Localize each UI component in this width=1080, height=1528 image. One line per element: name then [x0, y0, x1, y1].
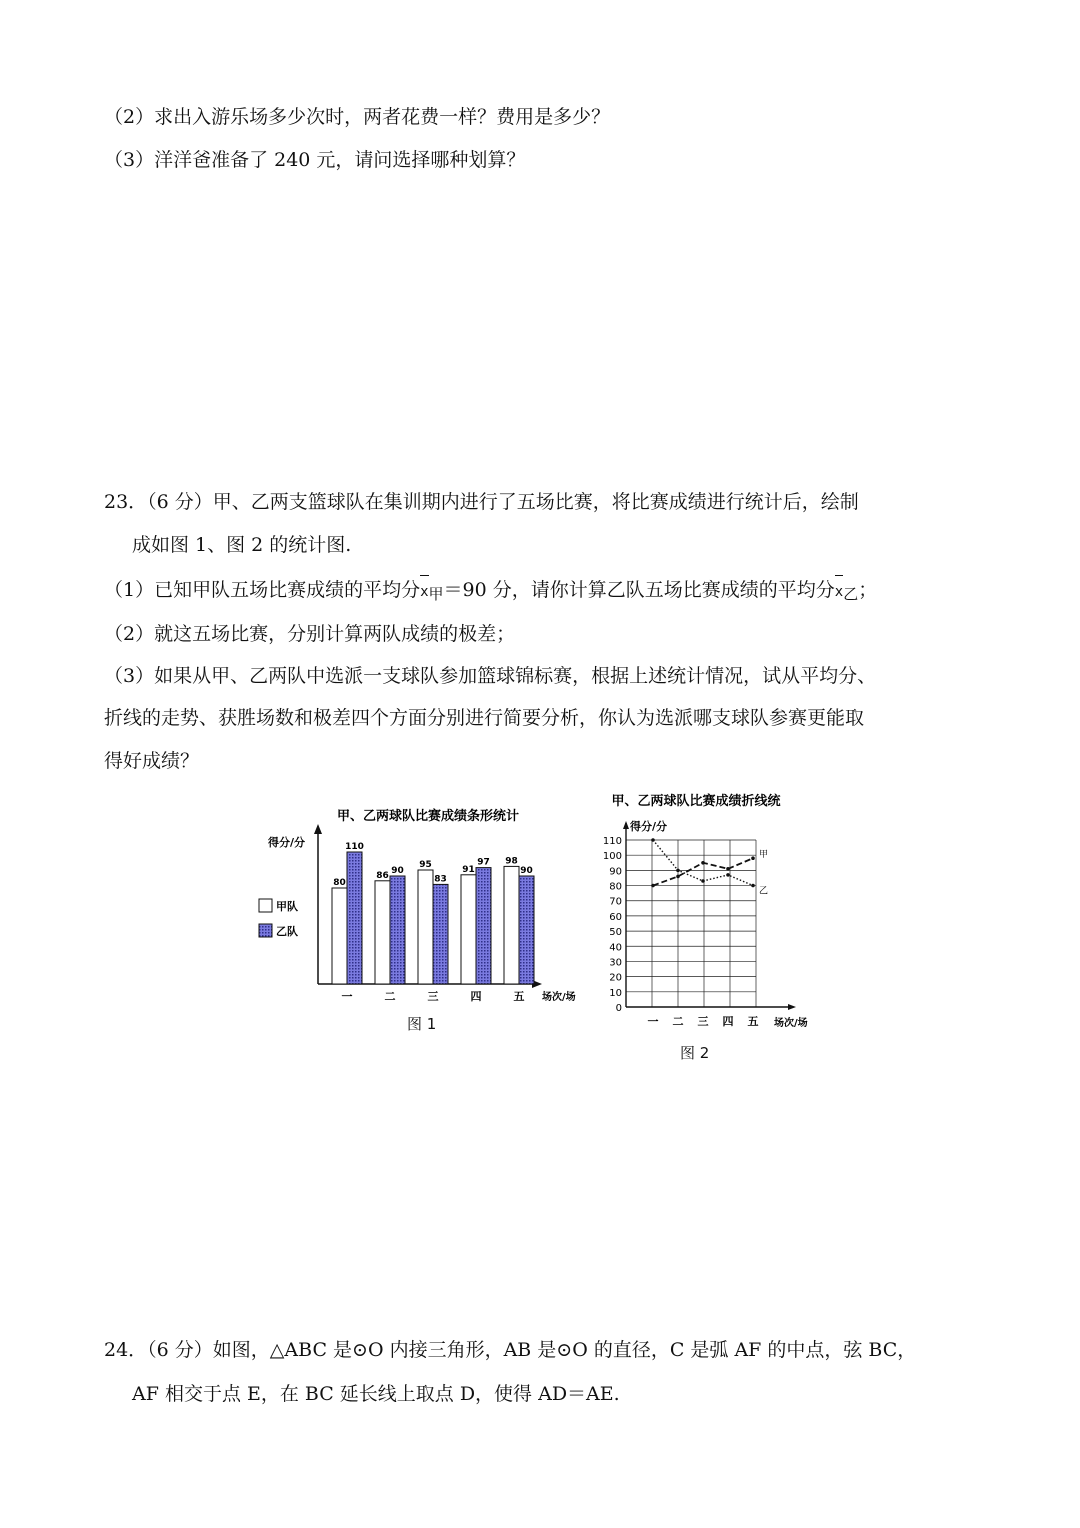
x-tick-四: 四 — [470, 990, 482, 1003]
bar-甲队-四 — [461, 875, 476, 984]
data-label-乙队-三: 83 — [434, 874, 447, 885]
x-tick-五: 五 — [513, 990, 525, 1003]
bar-乙队-三 — [433, 884, 448, 984]
q22-part3: （3）洋洋爸准备了 240 元，请问选择哪种划算？ — [104, 149, 526, 171]
y-axis-label: 得分/分 — [630, 820, 668, 833]
chart-title: 甲、乙两球队比赛成绩折线统 — [611, 794, 781, 809]
q23-part3-line3: 得好成绩？ — [104, 750, 200, 772]
q23-part3-line1: （3）如果从甲、乙两队中选派一支球队参加篮球锦标赛，根据上述统计情况，试从平均分、 — [104, 665, 877, 687]
y-axis-arrow — [623, 821, 629, 829]
point-乙-1 — [651, 838, 655, 842]
x-tick-二: 二 — [384, 990, 396, 1003]
y-tick-60: 60 — [609, 911, 622, 923]
x-tick-三: 三 — [697, 1015, 709, 1028]
bar-chart-figure-1 — [250, 800, 590, 1030]
chart-title: 甲、乙两球队比赛成绩条形统计 — [336, 809, 520, 824]
data-label-甲队-三: 95 — [419, 860, 432, 870]
x-tick-五: 五 — [747, 1015, 759, 1028]
y-tick-20: 20 — [609, 972, 622, 984]
series-label-乙: 乙 — [759, 886, 769, 897]
y-tick-110: 110 — [602, 836, 622, 847]
q23-part2: （2）就这五场比赛，分别计算两队成绩的极差； — [104, 623, 516, 645]
bar-乙队-一 — [347, 852, 362, 984]
q24-line2: AF 相交于点 E，在 BC 延长线上取点 D，使得 AD＝AE. — [132, 1383, 620, 1405]
q22-part2: （2）求出入游乐场多少次时，两者花费一样？费用是多少？ — [104, 106, 611, 128]
y-axis-arrow — [314, 824, 322, 834]
point-甲-5 — [751, 856, 755, 860]
bar-乙队-五 — [519, 876, 534, 984]
subscript-jia: 甲 — [428, 585, 444, 603]
y-tick-10: 10 — [609, 987, 622, 999]
q23-part1 — [104, 577, 877, 605]
data-label-甲队-五: 98 — [505, 856, 518, 867]
point-乙-4 — [726, 873, 730, 877]
line-chart-figure-2 — [596, 785, 836, 1035]
bar-甲队-五 — [504, 866, 519, 984]
data-label-乙队-五: 90 — [520, 866, 533, 876]
data-label-甲队-一: 80 — [333, 878, 346, 888]
data-label-乙队-一: 110 — [345, 842, 364, 852]
y-tick-30: 30 — [609, 957, 622, 969]
bar-甲队-一 — [332, 888, 347, 984]
bar-乙队-四 — [476, 868, 491, 984]
x-tick-四: 四 — [722, 1015, 734, 1028]
x-tick-一: 一 — [341, 990, 353, 1003]
x-axis-label: 场次/场 — [774, 1018, 808, 1029]
legend-swatch-jia — [259, 899, 272, 912]
x-bar-symbol-yi: x — [835, 579, 843, 605]
y-tick-90: 90 — [609, 866, 622, 878]
legend-label-yi: 乙队 — [276, 925, 298, 938]
data-label-甲队-四: 91 — [462, 864, 475, 875]
y-tick-0: 0 — [615, 1003, 622, 1014]
point-甲-4 — [726, 867, 730, 871]
point-乙-5 — [751, 884, 755, 888]
legend-swatch-yi — [259, 924, 272, 937]
subscript-yi: 乙 — [843, 585, 859, 603]
y-tick-50: 50 — [609, 927, 622, 939]
data-label-甲队-二: 86 — [376, 870, 389, 881]
q23-part3-line2: 折线的走势、获胜场数和极差四个方面分别进行简要分析，你认为选派哪支球队参赛更能取 — [104, 707, 865, 729]
x-axis-label: 场次/场 — [542, 992, 576, 1003]
point-甲-3 — [701, 861, 705, 865]
q23-part1-text-b: ＝90 分，请你计算乙队五场比赛成绩的平均分 — [443, 579, 835, 601]
x-tick-一: 一 — [647, 1015, 659, 1028]
point-乙-3 — [701, 879, 705, 883]
x-tick-三: 三 — [427, 990, 439, 1003]
data-label-乙队-二: 90 — [391, 866, 404, 876]
q23-part1-text-a: （1）已知甲队五场比赛成绩的平均分 — [104, 579, 421, 601]
series-label-甲: 甲 — [759, 850, 769, 861]
legend-label-jia: 甲队 — [276, 900, 298, 913]
data-label-乙队-四: 97 — [477, 857, 490, 868]
q23-stem-line1: 23．（6 分）甲、乙两支篮球队在集训期内进行了五场比赛，将比赛成绩进行统计后，绘制 — [104, 491, 859, 513]
x-bar-symbol-jia: x — [420, 579, 428, 605]
y-tick-70: 70 — [609, 896, 622, 908]
y-tick-40: 40 — [609, 942, 622, 954]
y-tick-80: 80 — [609, 881, 622, 893]
figure-2-caption: 图 2 — [680, 1044, 710, 1062]
point-乙-2 — [676, 869, 680, 873]
x-axis-arrow — [788, 1004, 796, 1010]
x-tick-二: 二 — [672, 1015, 684, 1028]
figure-1-caption: 图 1 — [407, 1015, 437, 1033]
bar-甲队-三 — [418, 870, 433, 984]
bar-乙队-二 — [390, 876, 405, 984]
point-甲-1 — [651, 884, 655, 888]
bar-甲队-二 — [375, 881, 390, 984]
q23-part1-end: ； — [858, 579, 878, 601]
y-axis-label: 得分/分 — [268, 836, 306, 849]
y-tick-100: 100 — [602, 851, 622, 863]
q24-line1: 24．（6 分）如图，△ABC 是⊙O 内接三角形，AB 是⊙O 的直径，C 是弧 AF 的中点，弦 BC， — [104, 1339, 917, 1361]
point-甲-2 — [676, 875, 680, 879]
q23-stem-line2: 成如图 1、图 2 的统计图. — [132, 534, 352, 556]
